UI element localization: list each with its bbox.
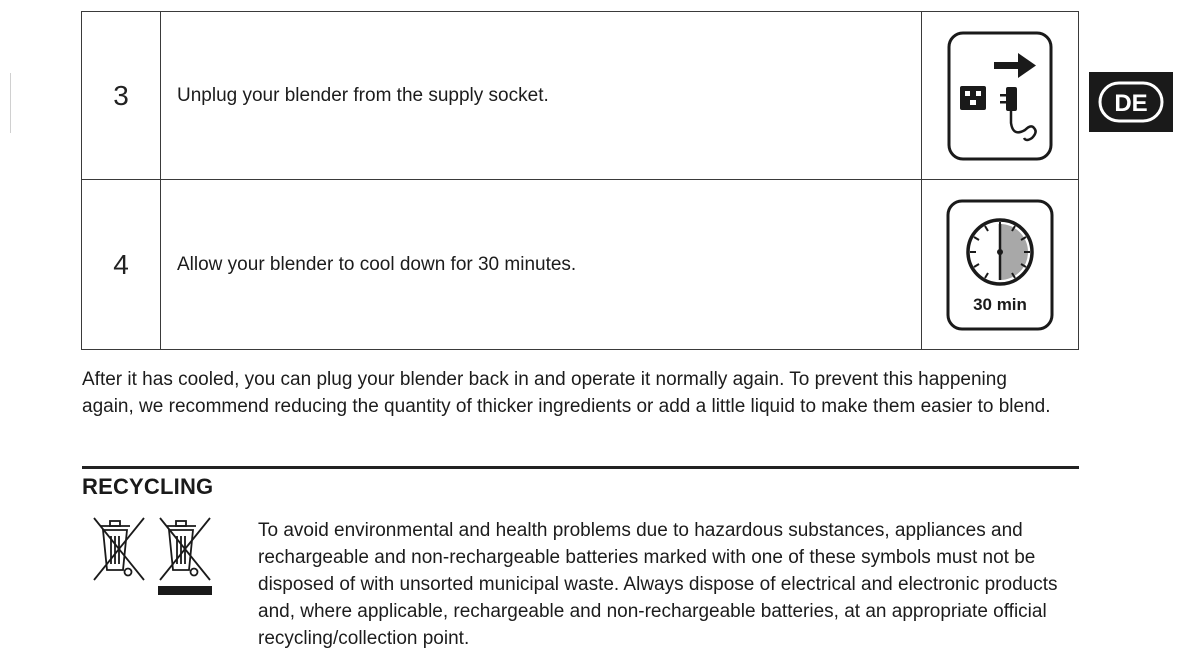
crossed-bin-bar-icon (158, 518, 212, 595)
unplug-icon (946, 30, 1054, 162)
step-number: 3 (82, 12, 161, 180)
step-number: 4 (82, 180, 161, 350)
after-cooling-note: After it has cooled, you can plug your blender back in and operate it normally again. To prevent this happening again, we recommend reducing the quantity of thicker ingredients or add a little liquid to make them easier to blend. (82, 369, 1051, 417)
timer-icon (945, 198, 1055, 332)
recycling-symbols (90, 514, 214, 605)
language-tab[interactable] (1089, 72, 1173, 132)
table-row (82, 12, 1079, 180)
recycling-text: To avoid environmental and health problems due to hazardous substances, appliances and rechargeable and non-rechargeable batteries marked with one of these symbols must not be disposed of with unsorted municipal waste. Always dispose of electrical and electronic products and, where applicable, rechargeable and non-rechargeable batteries, at an appropriate official recycling/collection point. (258, 520, 1058, 649)
table-row (82, 180, 1079, 350)
crossed-bin-icon (94, 518, 144, 580)
section-divider (82, 466, 1079, 469)
margin-line (10, 73, 11, 133)
steps-table (81, 11, 1079, 350)
language-badge (1096, 79, 1166, 125)
recycling-heading: RECYCLING (82, 474, 214, 499)
step-text: Allow your blender to cool down for 30 minutes. (161, 180, 922, 350)
step-text: Unplug your blender from the supply socket. (161, 12, 922, 180)
language-label: DE (1114, 90, 1148, 117)
timer-label: 30 min (973, 294, 1027, 314)
